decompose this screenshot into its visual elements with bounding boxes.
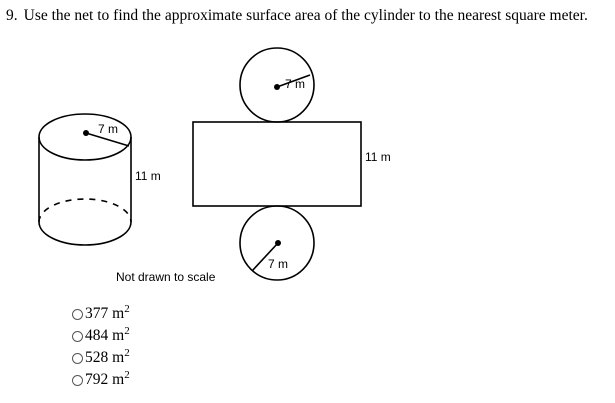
cylinder-top-face: [39, 114, 131, 160]
cylinder-bottom-front-edge: [39, 222, 131, 245]
cylinder-radius-label: 7 m: [98, 122, 119, 136]
answer-choice[interactable]: [72, 347, 130, 369]
question-number: 9.: [6, 7, 18, 24]
cylinder-net: [193, 48, 361, 280]
cylinder-bottom-hidden-edge: [39, 199, 131, 222]
radio-button[interactable]: [72, 309, 83, 320]
radio-button[interactable]: [72, 331, 83, 342]
choice-unit: $m^2$: [112, 369, 130, 388]
net-rectangle: [193, 122, 361, 206]
answer-choices: [72, 303, 130, 391]
choice-value: 528: [85, 349, 109, 366]
cylinder-center-dot: [83, 130, 89, 136]
choice-unit: $m^2$: [112, 325, 130, 344]
net-bottom-radius-label: 7 m: [268, 257, 289, 271]
scale-note: Not drawn to scale: [116, 270, 216, 284]
choice-unit: $m^2$: [112, 303, 130, 322]
choice-value: 377: [85, 305, 109, 322]
choice-value: 792: [85, 371, 109, 388]
answer-choice[interactable]: [72, 325, 130, 347]
radio-button[interactable]: [72, 375, 83, 386]
question-prompt: Use the net to find the approximate surface area of the cylinder to the nearest square meter.: [23, 7, 588, 24]
radio-button[interactable]: [72, 353, 83, 364]
choice-value: 484: [85, 327, 109, 344]
choice-unit: $m^2$: [112, 347, 130, 366]
net-bottom-center-dot: [275, 240, 281, 246]
answer-choice[interactable]: [72, 303, 130, 325]
net-top-radius-label: 7 m: [285, 77, 306, 91]
cylinder-height-label: 11 m: [135, 169, 161, 183]
net-top-center-dot: [274, 84, 280, 90]
net-rect-height-label: 11 m: [365, 150, 391, 164]
answer-choice[interactable]: [72, 369, 130, 391]
